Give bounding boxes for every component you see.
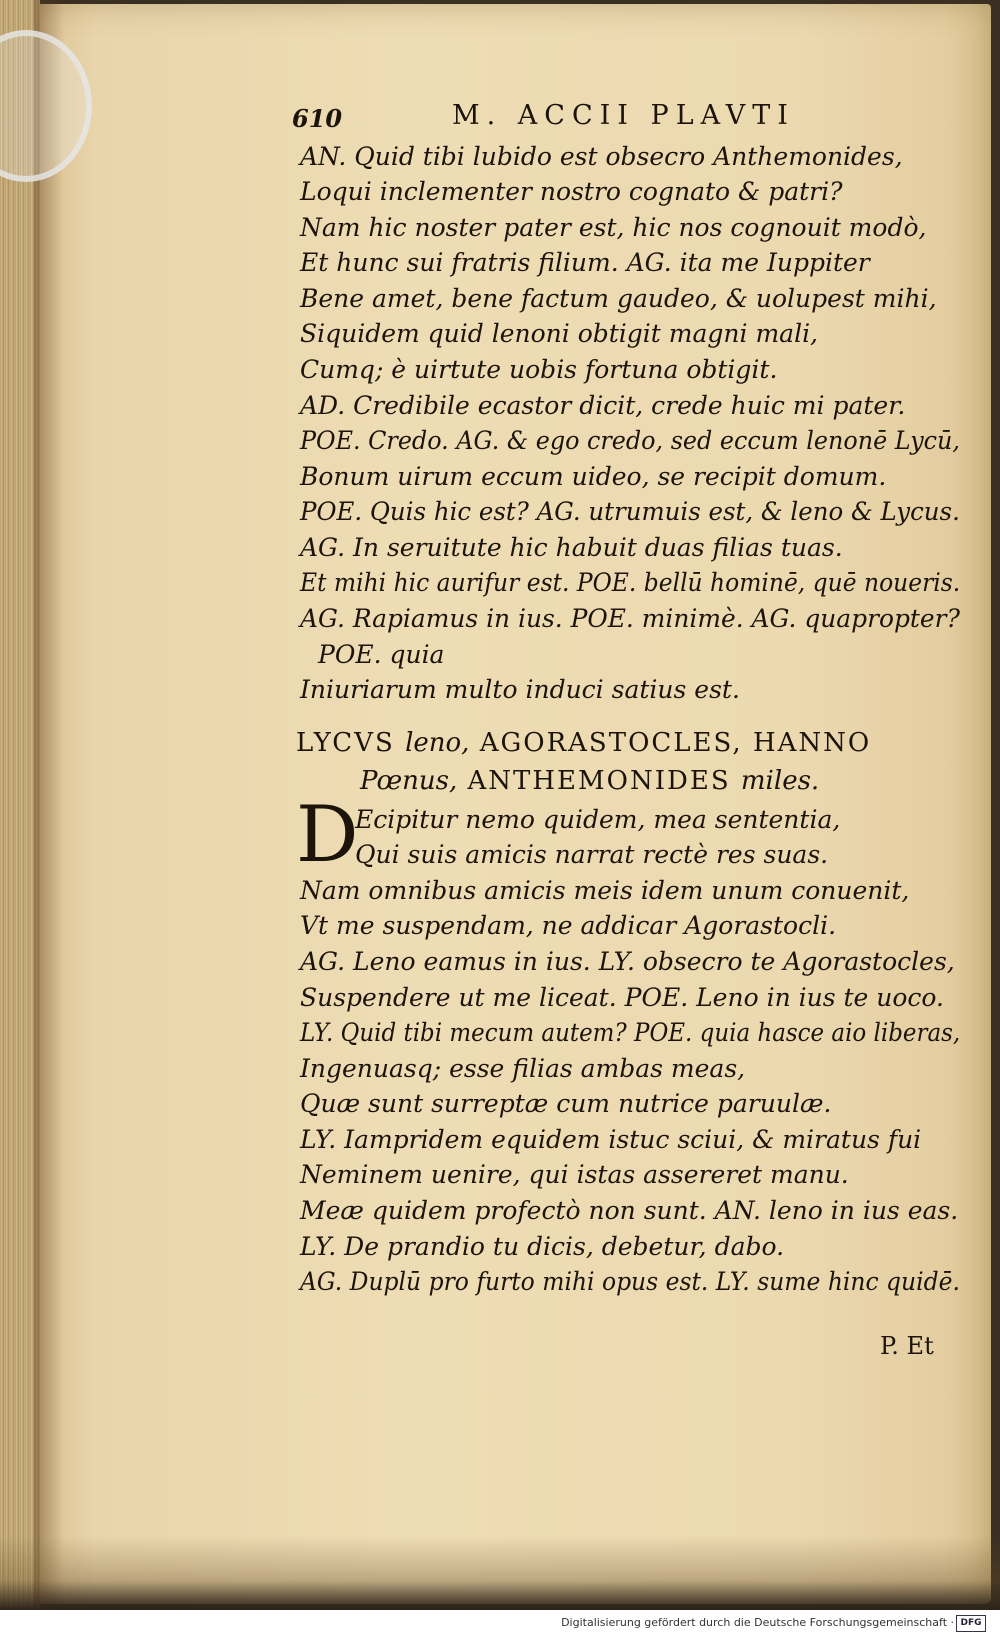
text-line: AD. Credibile ecastor dicit, crede huic mi pater. bbox=[300, 391, 906, 420]
scene-heading-part: leno, bbox=[405, 728, 470, 758]
page-number: 610 bbox=[292, 104, 343, 133]
text-line: POE. quia bbox=[318, 640, 445, 669]
running-title: M. ACCII PLAVTI bbox=[452, 100, 795, 131]
running-head bbox=[292, 100, 852, 136]
text-line: Nam hic noster pater est, hic nos cognouit modò, bbox=[300, 213, 927, 242]
text-line: Neminem uenire, qui istas assereret manu. bbox=[300, 1160, 849, 1189]
text-line: Iniuriarum multo induci satius est. bbox=[300, 675, 740, 704]
scene-heading bbox=[296, 728, 871, 758]
text-line: Et hunc sui fratris filium. AG. ita me Iuppiter bbox=[300, 248, 870, 277]
scene-heading-part: miles. bbox=[740, 766, 820, 796]
text-line: LY. De prandio tu dicis, debetur, dabo. bbox=[300, 1232, 785, 1261]
text-line: Et mihi hic aurifur est. POE. bellū hominē, quē noueris. bbox=[300, 568, 961, 597]
scene-heading bbox=[360, 766, 819, 796]
text-line: AG. Leno eamus in ius. LY. obsecro te Agorastocles, bbox=[300, 947, 955, 976]
text-line: LY. Iampridem equidem istuc sciui, & miratus fui bbox=[300, 1125, 922, 1154]
text-line: AG. In seruitute hic habuit duas filias tuas. bbox=[300, 533, 843, 562]
funding-notice: Digitalisierung gefördert durch die Deutsche Forschungsgemeinschaft · bbox=[561, 1616, 954, 1629]
text-line: Bene amet, bene factum gaudeo, & uolupest mihi, bbox=[300, 284, 937, 313]
scene-heading-part: AGORASTOCLES, HANNO bbox=[479, 728, 872, 758]
text-line: AN. Quid tibi lubido est obsecro Anthemonides, bbox=[300, 142, 903, 171]
footer-bar bbox=[0, 1610, 1000, 1637]
text-line: Siquidem quid lenoni obtigit magni mali, bbox=[300, 319, 819, 348]
text-line: Meæ quidem profectò non sunt. AN. leno in ius eas. bbox=[300, 1196, 959, 1225]
text-line: POE. Quis hic est? AG. utrumuis est, & leno & Lycus. bbox=[300, 497, 960, 526]
drop-cap: D bbox=[296, 790, 359, 880]
scene-heading-part: Pœnus, bbox=[360, 766, 458, 796]
text-line: Cumq; è uirtute uobis fortuna obtigit. bbox=[300, 355, 778, 384]
scene-heading-part: ANTHEMONIDES bbox=[467, 766, 731, 796]
text-line: AG. Duplū pro furto mihi opus est. LY. sume hinc quidē. bbox=[300, 1267, 960, 1296]
text-line: Quæ sunt surreptæ cum nutrice paruulæ. bbox=[300, 1089, 832, 1118]
text-line: Vt me suspendam, ne addicar Agorastocli. bbox=[300, 911, 837, 940]
text-line: Bonum uirum eccum uideo, se recipit domum. bbox=[300, 462, 887, 491]
scene-heading-part: LYCVS bbox=[296, 728, 395, 758]
dfg-logo-icon: DFG bbox=[956, 1615, 986, 1632]
text-line: Ingenuasq; esse filias ambas meas, bbox=[300, 1054, 746, 1083]
text-line: LY. Quid tibi mecum autem? POE. quia hasce aio liberas, bbox=[300, 1018, 961, 1047]
text-line: POE. Credo. AG. & ego credo, sed eccum lenonē Lycū, bbox=[300, 426, 960, 455]
catchword: P. Et bbox=[880, 1332, 934, 1360]
text-line: AG. Rapiamus in ius. POE. minimè. AG. quapropter? bbox=[300, 604, 960, 633]
text-line: Loqui inclementer nostro cognato & patri? bbox=[300, 177, 843, 206]
text-line: Nam omnibus amicis meis idem unum conuenit, bbox=[300, 876, 910, 905]
text-line: Qui suis amicis narrat rectè res suas. bbox=[355, 840, 829, 869]
text-line: Suspendere ut me liceat. POE. Leno in ius te uoco. bbox=[300, 983, 944, 1012]
text-line: Ecipitur nemo quidem, mea sententia, bbox=[355, 805, 841, 834]
